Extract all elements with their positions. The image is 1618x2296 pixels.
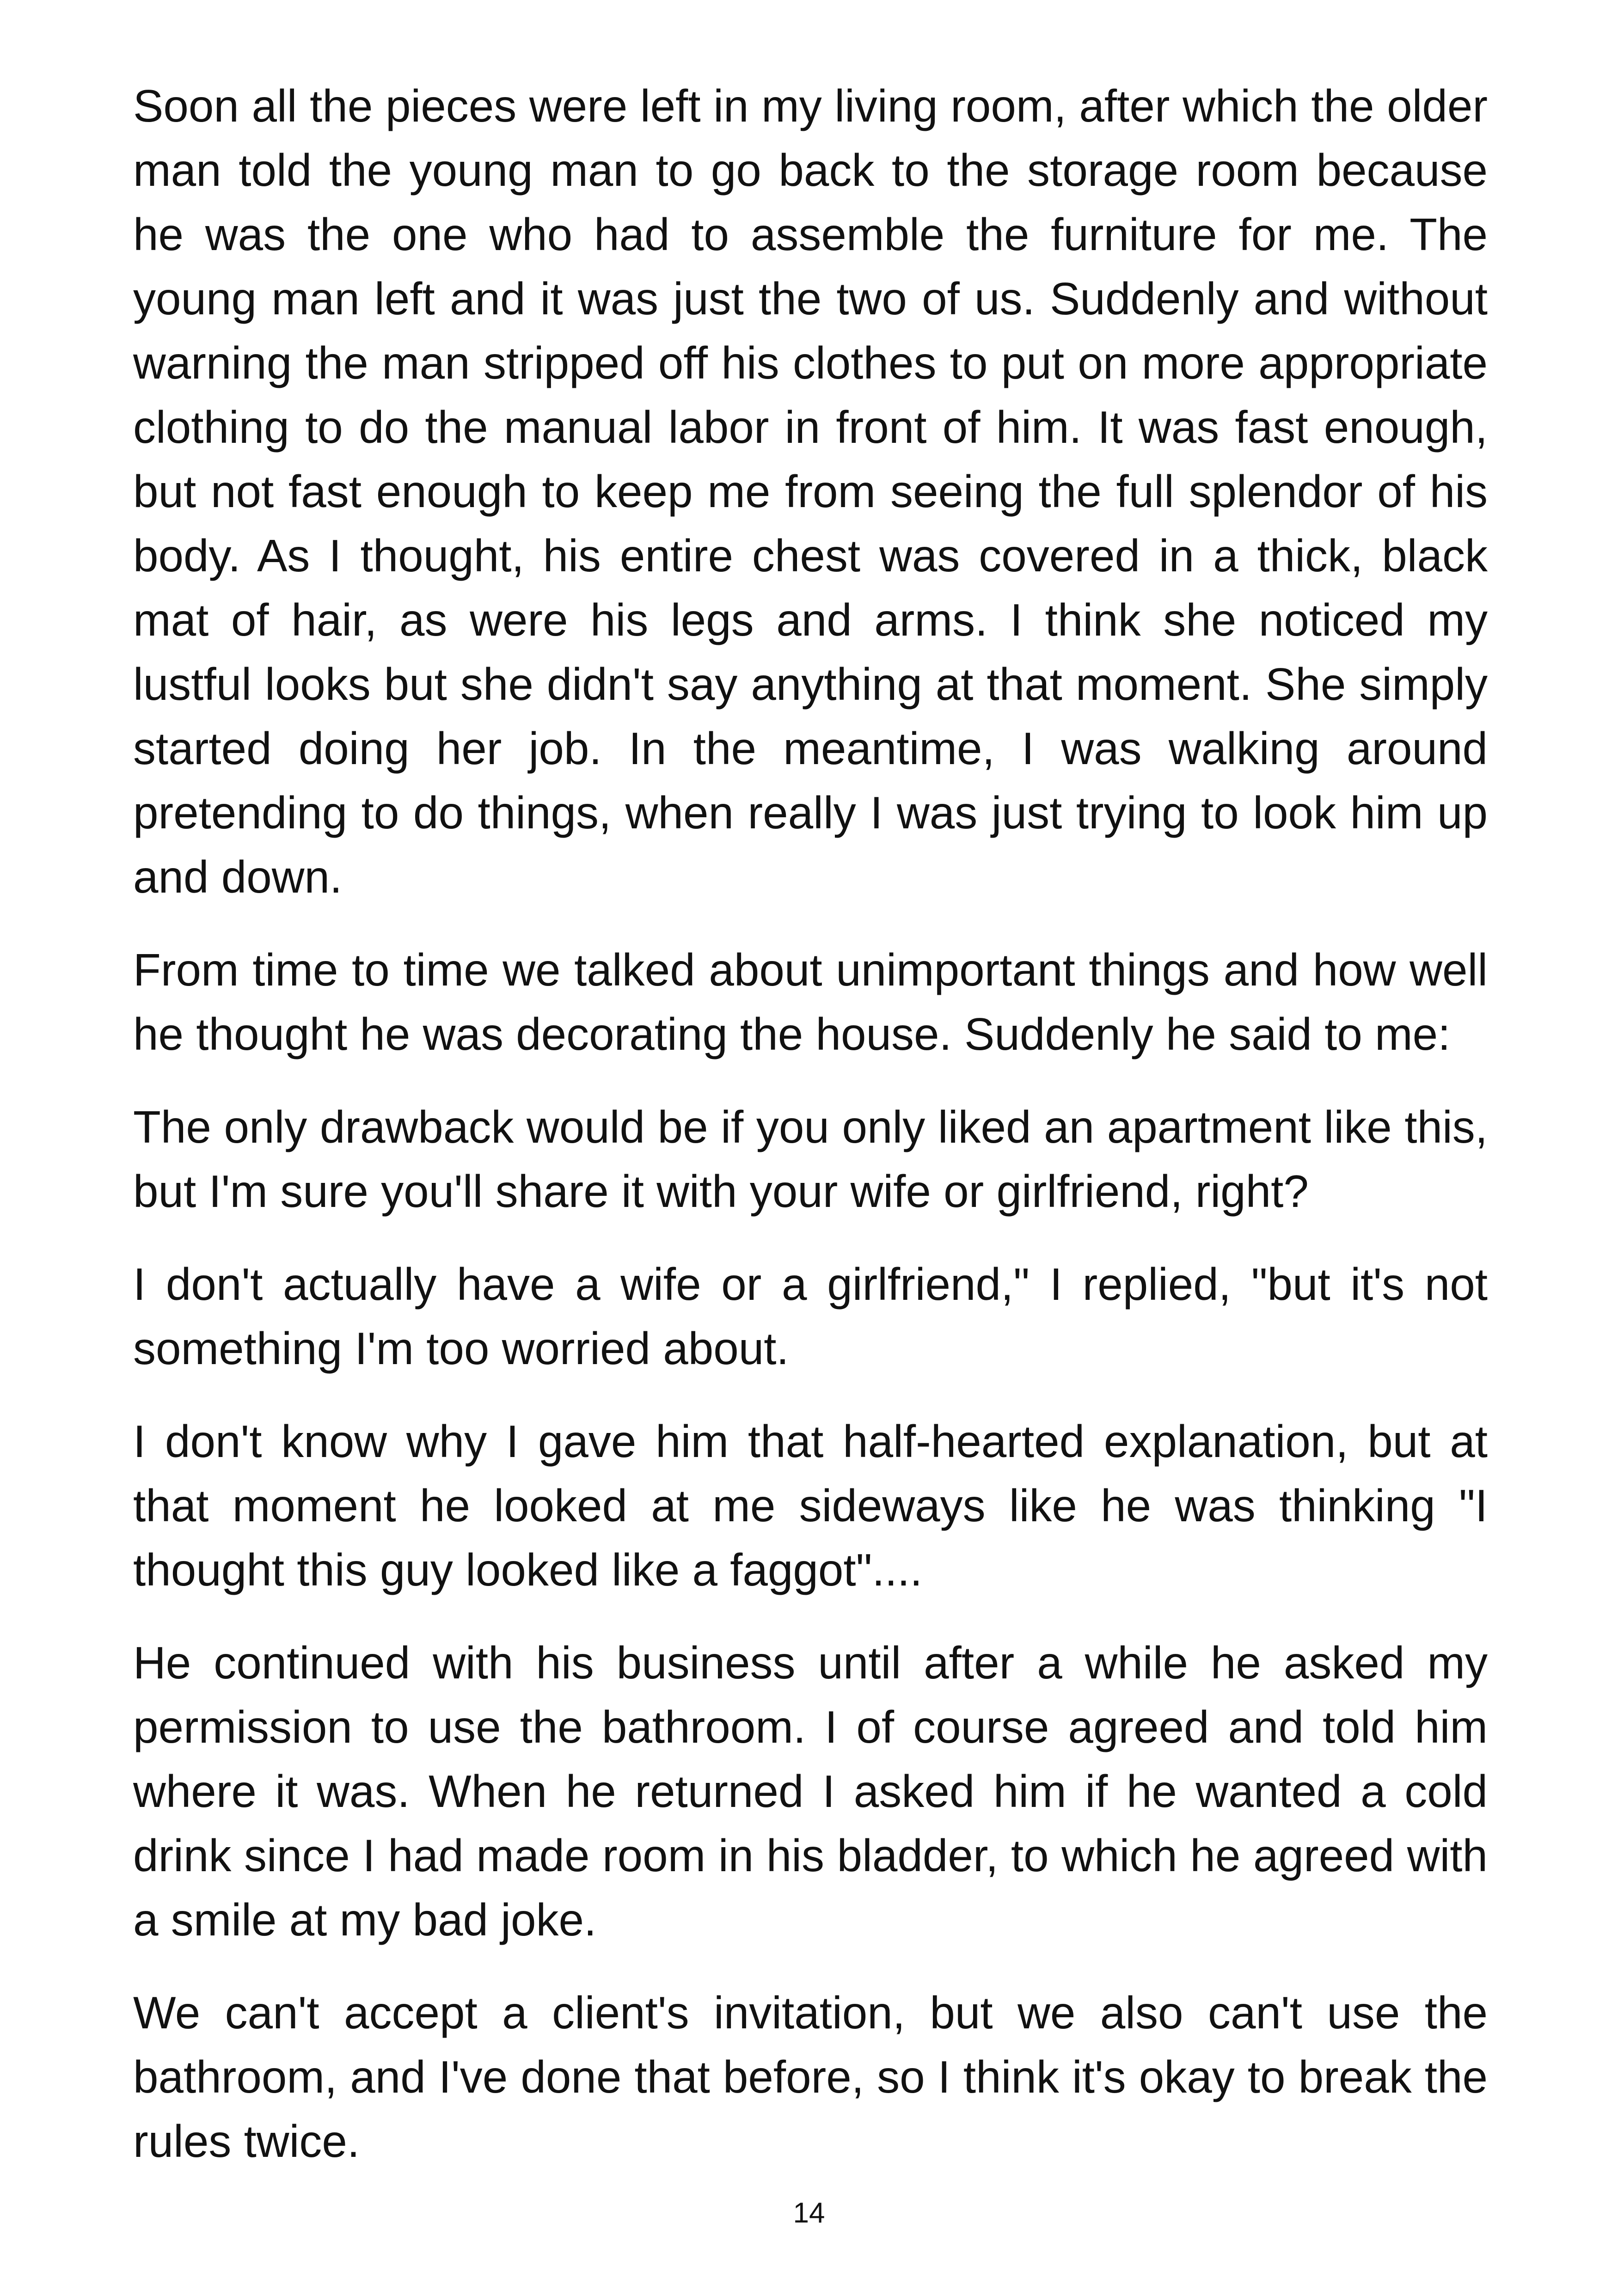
page-number: 14 <box>793 2197 825 2229</box>
paragraph-2: From time to time we talked about unimportant things and how well he thought he was decorating the house. Suddenly he said to me: <box>133 944 1488 1059</box>
paragraph-5: I don't know why I gave him that half-hearted explanation, but at that moment he looked at me sideways like he was thinking "I thought this guy looked like a faggot".... <box>133 1416 1488 1595</box>
paragraph-7: We can't accept a client's invitation, but we also can't use the bathroom, and I've done that before, so I think it's okay to break the rules twice. <box>133 1987 1488 2167</box>
paragraph-4: I don't actually have a wife or a girlfriend," I replied, "but it's not something I'm too worried about. <box>133 1259 1488 1374</box>
paragraph-6: He continued with his business until after a while he asked my permission to use the bathroom. I of course agreed and told him where it was. When he returned I asked him if he wanted a cold drink since I had made room in his bladder, to which he agreed with a smile at my bad joke. <box>133 1637 1488 1945</box>
paragraph-3: The only drawback would be if you only liked an apartment like this, but I'm sure you'll share it with your wife or girlfriend, right? <box>133 1102 1488 1217</box>
body-text <box>133 74 1488 2202</box>
paragraph-1: Soon all the pieces were left in my living room, after which the older man told the young man to go back to the storage room because he was the one who had to assemble the furniture for me. The young man left and it was just the two of us. Suddenly and without warning the man stripped off his clothes to put on more appropriate clothing to do the manual labor in front of him. It was fast enough, but not fast enough to keep me from seeing the full splendor of his body. As I thought, his entire chest was covered in a thick, black mat of hair, as were his legs and arms. I think she noticed my lustful looks but she didn't say anything at that moment. She simply started doing her job. In the meantime, I was walking around pretending to do things, when really I was just trying to look him up and down. <box>133 80 1488 902</box>
